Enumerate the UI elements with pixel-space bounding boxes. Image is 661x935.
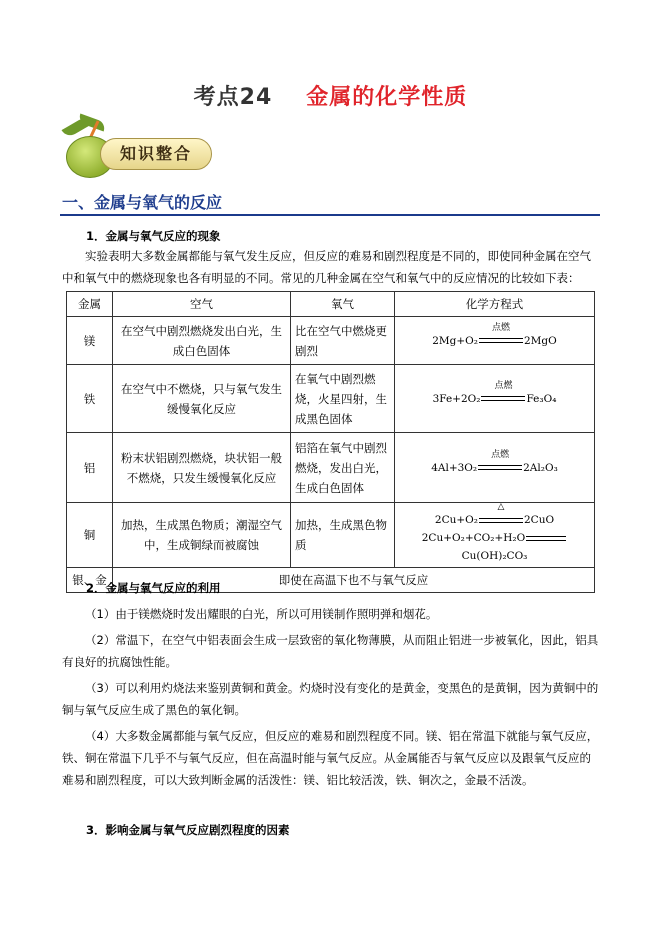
list-item: （2）常温下，在空气中铝表面会生成一层致密的氧化物薄膜，从而阻止铝进一步被氧化，因此，铝具有良好的抗腐蚀性能。 [62, 633, 599, 669]
section-heading: 一、金属与氧气的反应 [62, 193, 223, 212]
knowledge-badge [60, 118, 220, 178]
title-number: 考点24 [193, 85, 273, 110]
subsection-heading-1: 1．金属与氧气反应的现象 [86, 229, 221, 243]
air-cell: 粉末状铝剧烈燃烧，块状铝一般不燃烧，只发生缓慢氧化反应 [113, 433, 291, 503]
header-cell: 氧气 [291, 292, 395, 317]
header-cell: 化学方程式 [395, 292, 595, 317]
table-row [67, 317, 595, 365]
oxygen-cell: 铝箔在氧气中剧烈燃烧，发出白光，生成白色固体 [291, 433, 395, 503]
no-reaction-cell: 即使在高温下也不与氧气反应 [113, 568, 595, 593]
metal-cell: 铜 [67, 503, 113, 568]
equation-cell: 4Al+3O₂ 点燃 2Al₂O₃ [395, 433, 595, 503]
table-row [67, 365, 595, 433]
equation-cell: 2Cu+O₂ △ 2CuO 2Cu+O₂+CO₂+H₂OCu(OH)₂CO₃ [395, 503, 595, 568]
metal-cell: 镁 [67, 317, 113, 365]
header-cell: 空气 [113, 292, 291, 317]
subsection-heading-3: 3．影响金属与氧气反应剧烈程度的因素 [86, 823, 290, 837]
header-cell: 金属 [67, 292, 113, 317]
equation-cell: 3Fe+2O₂ 点燃 Fe₃O₄ [395, 365, 595, 433]
comparison-table [66, 291, 595, 593]
oxygen-cell: 加热，生成黑色物质 [291, 503, 395, 568]
oxygen-cell: 比在空气中燃烧更剧烈 [291, 317, 395, 365]
table-row [67, 433, 595, 503]
metal-cell: 铁 [67, 365, 113, 433]
air-cell: 在空气中剧烈燃烧发出白光，生成白色固体 [113, 317, 291, 365]
page-title [0, 80, 661, 111]
oxygen-cell: 在氧气中剧烈燃烧，火星四射，生成黑色固体 [291, 365, 395, 433]
section-divider [60, 214, 600, 216]
metal-cell: 银、金 [67, 568, 113, 593]
equation-cell: 2Mg+O₂ 点燃 2MgO [395, 317, 595, 365]
table-row [67, 503, 595, 568]
badge-label: 知识整合 [100, 138, 212, 170]
air-cell: 加热，生成黑色物质；潮湿空气中，生成铜绿而被腐蚀 [113, 503, 291, 568]
list-item: （4）大多数金属都能与氧气反应，但反应的难易和剧烈程度不同。镁、铝在常温下就能与氧气反应，铁、铜在常温下几乎不与氧气反应，但在高温时能与氧气反应。从金属能否与氧气反应以及跟氧气反应的难易和剧烈程度，可以大致判断金属的活泼性：镁、铝比较活泼，铁、铜次之，金最不活泼。 [62, 729, 599, 787]
subsection-heading-2: 2．金属与氧气反应的利用 [86, 581, 221, 595]
air-cell: 在空气中不燃烧，只与氧气发生缓慢氧化反应 [113, 365, 291, 433]
title-text: 金属的化学性质 [306, 85, 468, 110]
table-header-row [67, 292, 595, 317]
metal-cell: 铝 [67, 433, 113, 503]
intro-paragraph: 实验表明大多数金属都能与氧气发生反应，但反应的难易和剧烈程度是不同的，即使同种金属在空气中和氧气中的燃烧现象也各有明显的不同。常见的几种金属在空气和氧气中的反应情况的比较如下表： [62, 249, 591, 285]
list-item: （1）由于镁燃烧时发出耀眼的白光，所以可用镁制作照明弹和烟花。 [85, 607, 438, 621]
list-item: （3）可以利用灼烧法来鉴别黄铜和黄金。灼烧时没有变化的是黄金，变黑色的是黄铜，因为黄铜中的铜与氧气反应生成了黑色的氧化铜。 [62, 681, 599, 717]
usage-list [62, 603, 602, 791]
